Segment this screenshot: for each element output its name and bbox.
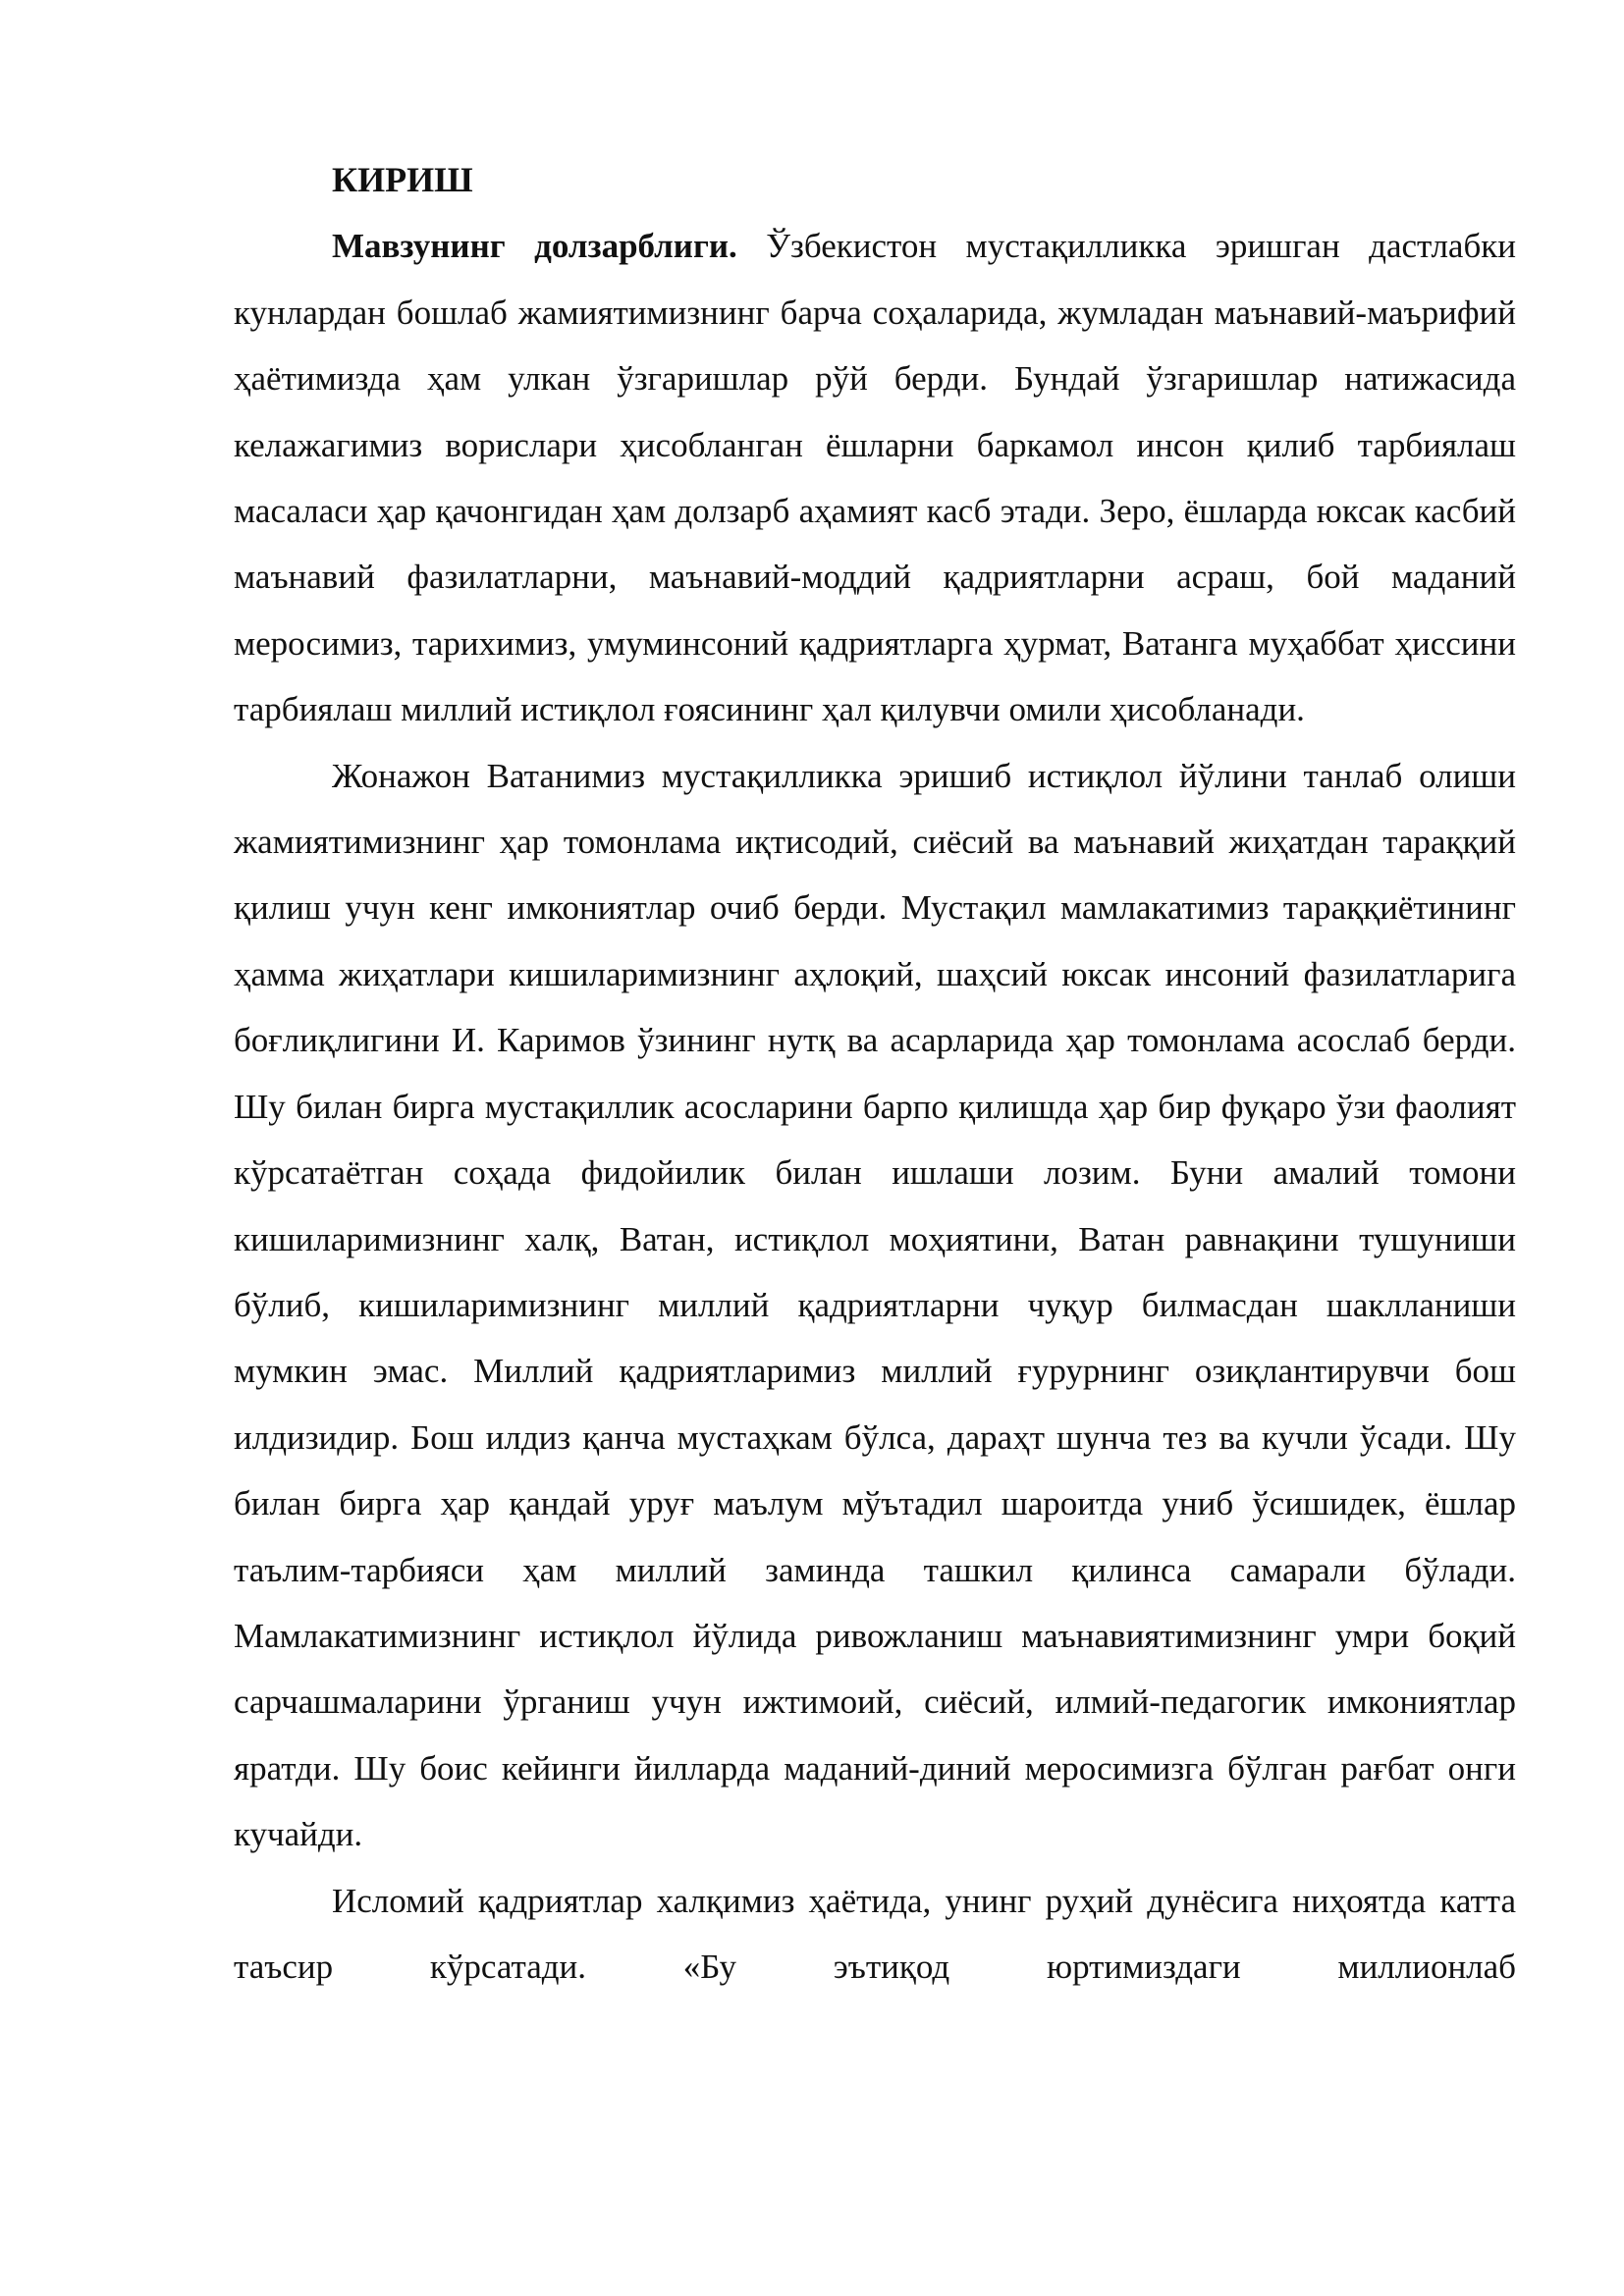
paragraph-islamic-values (234, 1868, 1516, 2001)
paragraph-text: Жонажон Ватанимиз мустақилликка эришиб истиқлол йўлини танлаб олиши жамиятимизнинг ҳар томонлама иқтисодий, сиёсий ва маънавий жиҳатдан тараққий қилиш учун кенг имкониятлар очиб берди. Мустақил мамлакатимиз тараққиётининг ҳамма жиҳатлари кишиларимизнинг аҳлоқий, шаҳсий юксак инсоний фазилатларига боғлиқлигини И. Каримов ўзининг нутқ ва асарларида ҳар томонлама асослаб берди. Шу билан бирга мустақиллик асосларини барпо қилишда ҳар бир фуқаро ўзи фаолият кўрсатаётган соҳада фидойилик билан ишлаши лозим. Буни амалий томони кишиларимизнинг халқ, Ватан, истиқлол моҳиятини, Ватан равнақини тушуниши бўлиб, кишиларимизнинг миллий қадриятларни чуқур билмасдан шаклланиши мумкин эмас. Миллий қадриятларимиз миллий ғурурнинг озиқлантирувчи бош илдизидир. Бош илдиз қанча мустаҳкам бўлса, дараҳт шунча тез ва кучли ўсади. Шу билан бирга ҳар қандай уруғ маълум мўътадил шароитда униб ўсишидек, ёшлар таълим-тарбияси ҳам миллий заминда ташкил қилинса самарали бўлади. Мамлакатимизнинг истиқлол йўлида ривожланиш маънавиятимизнинг умри боқий сарчашмаларини ўрганиш учун ижтимоий, сиёсий, илмий-педагогик имкониятлар яратди. Шу боис кейинги йилларда маданий-диний меросимизга бўлган рағбат онги кучайди. (234, 756, 1516, 1854)
paragraph-relevance (234, 213, 1516, 742)
paragraph-lead: Мавзунинг долзарблиги. (332, 227, 737, 266)
document-body (234, 147, 1516, 2000)
paragraph-independence (234, 743, 1516, 1868)
paragraph-text: Ўзбекистон мустақилликка эришган дастлабки кунлардан бошлаб жамиятимизнинг барча соҳаларида, жумладан маънавий-маърифий ҳаётимизда ҳам улкан ўзгаришлар рўй берди. Бундай ўзгаришлар натижасида келажагимиз ворислари ҳисобланган ёшларни баркамол инсон қилиб тарбиялаш масаласи ҳар қачонгидан ҳам долзарб аҳамият касб этади. Зеро, ёшларда юксак касбий маънавий фазилатларни, маънавий-моддий қадриятларни асраш, бой маданий меросимиз, тарихимиз, умуминсоний қадриятларга ҳурмат, Ватанга муҳаббат ҳиссини тарбиялаш миллий истиқлол ғоясининг ҳал қилувчи омили ҳисобланади. (234, 227, 1516, 729)
section-heading: КИРИШ (332, 160, 473, 199)
paragraph-text: Исломий қадриятлар халқимиз ҳаётида, унинг руҳий дунёсига ниҳоятда катта таъсир кўрсатади. «Бу эътиқод юртимиздаги миллионлаб (234, 1881, 1516, 1986)
